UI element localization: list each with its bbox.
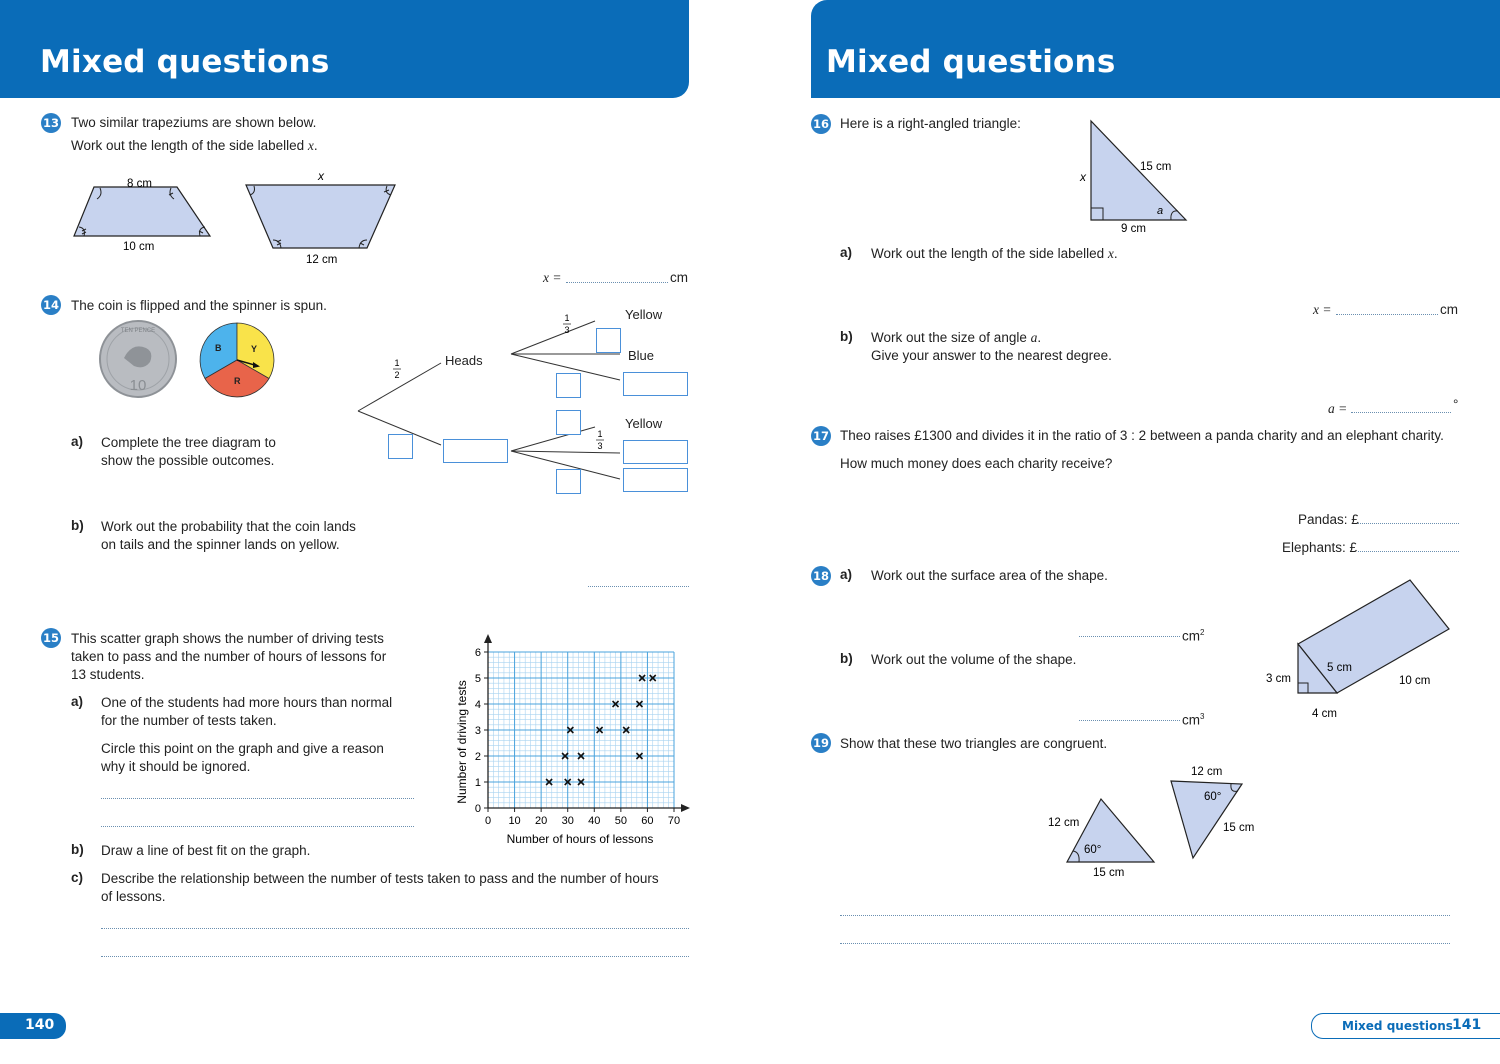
small-trapezium bbox=[74, 187, 210, 236]
elephants-answer-line[interactable] bbox=[1358, 551, 1459, 552]
q18a-answer-line[interactable] bbox=[1079, 636, 1180, 637]
prism-dim-10: 10 cm bbox=[1399, 675, 1431, 687]
q15-intro3: 13 students. bbox=[71, 667, 145, 682]
q16a-text bbox=[871, 245, 1118, 263]
q14b-label: b) bbox=[71, 518, 84, 533]
question-number-14: 14 bbox=[41, 295, 61, 315]
t2-side-label: 15 cm bbox=[1223, 822, 1255, 834]
q15a-label: a) bbox=[71, 694, 84, 709]
t1-side-label: 12 cm bbox=[1048, 817, 1080, 829]
q19-answer-line1[interactable] bbox=[840, 915, 1450, 916]
small-top-label: 8 cm bbox=[127, 178, 152, 190]
t2-angle-label: 60° bbox=[1204, 791, 1222, 803]
x-tick-label: 0 bbox=[484, 815, 492, 827]
q16a-answer-unit: cm bbox=[1440, 302, 1458, 317]
q13-answer-prefix bbox=[543, 269, 561, 287]
prism-dim-4: 4 cm bbox=[1312, 708, 1337, 720]
tree-prob-yellow2-num: 1 bbox=[597, 429, 603, 439]
prism-diagram bbox=[1262, 575, 1457, 725]
q18a-label: a) bbox=[840, 567, 853, 582]
q14b-line2: on tails and the spinner lands on yellow. bbox=[101, 537, 340, 552]
q15c-answer-line1[interactable] bbox=[101, 928, 689, 929]
q16b-line1-main: Work out the size of angle bbox=[871, 330, 1031, 345]
x-tick-label: 40 bbox=[588, 815, 601, 827]
q16b-answer-var: a = bbox=[1328, 401, 1348, 416]
t1-angle-label: 60° bbox=[1084, 844, 1102, 856]
prism-dim-5: 5 cm bbox=[1327, 662, 1352, 674]
pandas-label: Pandas: £ bbox=[1298, 512, 1359, 527]
question-number-19: 19 bbox=[811, 733, 831, 753]
q14a-line1: Complete the tree diagram to bbox=[101, 435, 276, 450]
q16b-answer-line[interactable] bbox=[1351, 412, 1451, 413]
tree-diagram bbox=[355, 305, 695, 495]
tree-box-tails-red-prob[interactable] bbox=[556, 469, 581, 494]
spinner-label-y: Y bbox=[251, 344, 258, 354]
q13-answer-unit: cm bbox=[670, 270, 688, 285]
tree-box-tails-blue-outcome[interactable] bbox=[623, 440, 688, 464]
tree-yellow2-label: Yellow bbox=[625, 416, 663, 431]
q17-line1: Theo raises £1300 and divides it in the ratio of 3 : 2 between a panda charity and an elephant charity. bbox=[840, 428, 1444, 443]
q14b-answer-line[interactable] bbox=[588, 586, 689, 587]
q15-intro1: This scatter graph shows the number of driving tests bbox=[71, 631, 384, 646]
q15a-line3: Circle this point on the graph and give a reason bbox=[101, 741, 384, 756]
tree-box-tails-yellow-outcome[interactable] bbox=[556, 410, 581, 435]
q16a-answer-line[interactable] bbox=[1336, 314, 1438, 315]
q15a-line1: One of the students had more hours than normal bbox=[101, 695, 393, 710]
q16b-line1-suffix: . bbox=[1037, 330, 1042, 345]
tree-prob-yellow2-den: 3 bbox=[597, 441, 603, 451]
q18b-answer-unit bbox=[1182, 708, 1204, 730]
q15b-text: Draw a line of best fit on the graph. bbox=[101, 843, 311, 858]
q16a-var: x bbox=[1107, 246, 1114, 261]
q18b-label: b) bbox=[840, 651, 853, 666]
x-tick-label: 70 bbox=[667, 815, 681, 827]
left-page-number: 140 bbox=[25, 1017, 55, 1033]
tree-heads-label: Heads bbox=[445, 353, 483, 368]
right-page-title: Mixed questions bbox=[826, 44, 1116, 80]
q19-text: Show that these two triangles are congruent. bbox=[840, 736, 1108, 751]
right-footer-section: Mixed questions bbox=[1342, 1019, 1453, 1033]
base-label: 9 cm bbox=[1121, 223, 1146, 235]
x-axis-label: Number of hours of lessons bbox=[506, 832, 654, 846]
q16b-label: b) bbox=[840, 329, 853, 344]
q18a-text: Work out the surface area of the shape. bbox=[871, 568, 1108, 583]
q15a-answer-line1[interactable] bbox=[101, 798, 414, 799]
q16b-answer-prefix bbox=[1328, 400, 1347, 418]
q15b-label: b) bbox=[71, 842, 84, 857]
left-header-banner bbox=[0, 0, 689, 98]
tree-box-heads-red-prob[interactable] bbox=[556, 373, 581, 398]
q15c-label: c) bbox=[71, 870, 84, 885]
right-triangle-diagram bbox=[1070, 115, 1200, 240]
large-trapezium bbox=[246, 185, 395, 248]
q15c-line2: of lessons. bbox=[101, 889, 166, 904]
spinner-label-b: B bbox=[215, 343, 222, 353]
q16a-answer-var: x = bbox=[1313, 302, 1332, 317]
q13-line2-suffix: . bbox=[313, 138, 318, 153]
pandas-answer-line[interactable] bbox=[1358, 523, 1459, 524]
small-bottom-label: 10 cm bbox=[123, 241, 155, 253]
q18a-unit-sup: 2 bbox=[1200, 628, 1205, 637]
tree-prob-yellow-num: 1 bbox=[564, 313, 570, 323]
q18a-unit-text: cm bbox=[1182, 628, 1200, 644]
tree-prob-heads-num: 1 bbox=[394, 358, 400, 368]
q13-answer-var: x = bbox=[543, 270, 562, 285]
congruent-triangles-diagram bbox=[1040, 760, 1260, 885]
question-number-16: 16 bbox=[811, 114, 831, 134]
q15c-answer-line2[interactable] bbox=[101, 956, 689, 957]
q16b-line1 bbox=[871, 329, 1041, 347]
t1-base-label: 15 cm bbox=[1093, 867, 1125, 879]
y-axis-label: Number of driving tests bbox=[455, 680, 469, 804]
elephants-label: Elephants: £ bbox=[1282, 540, 1358, 555]
q14b-line1: Work out the probability that the coin lands bbox=[101, 519, 356, 534]
x-tick-label: 20 bbox=[535, 815, 548, 827]
q17-line2: How much money does each charity receive? bbox=[840, 456, 1113, 471]
tree-box-tails-label[interactable] bbox=[443, 439, 508, 463]
y-tick-label: 5 bbox=[474, 673, 481, 685]
q16b-line2: Give your answer to the nearest degree. bbox=[871, 348, 1112, 363]
q13-var: x bbox=[307, 138, 314, 153]
y-tick-label: 2 bbox=[474, 751, 481, 763]
q16b-var: a bbox=[1030, 330, 1038, 345]
coin-and-spinner bbox=[98, 318, 280, 402]
q16a-label: a) bbox=[840, 245, 853, 260]
x-tick-label: 30 bbox=[561, 815, 574, 827]
tree-yellow-label: Yellow bbox=[625, 307, 663, 322]
q18b-answer-line[interactable] bbox=[1079, 720, 1180, 721]
y-tick-label: 1 bbox=[474, 777, 481, 789]
x-tick-label: 60 bbox=[641, 815, 654, 827]
q15c-line1: Describe the relationship between the number of tests taken to pass and the number of hours bbox=[101, 871, 659, 886]
q15a-line2: for the number of tests taken. bbox=[101, 713, 277, 728]
angle-a-label: a bbox=[1157, 205, 1164, 217]
tree-box-tails-red-outcome[interactable] bbox=[623, 468, 688, 492]
q15-intro2: taken to pass and the number of hours of lessons for bbox=[71, 649, 387, 664]
q16a-answer-prefix bbox=[1313, 301, 1331, 319]
y-tick-label: 0 bbox=[474, 803, 481, 815]
question-number-15: 15 bbox=[41, 628, 61, 648]
large-bottom-label: 12 cm bbox=[306, 254, 338, 266]
q16a-text-suffix: . bbox=[1113, 246, 1118, 261]
coin-rim-text: TEN PENCE bbox=[120, 328, 156, 334]
prism-dim-3: 3 cm bbox=[1266, 673, 1291, 685]
hyp-label: 15 cm bbox=[1140, 161, 1172, 173]
x-tick-label: 10 bbox=[508, 815, 521, 827]
question-number-13: 13 bbox=[41, 113, 61, 133]
q14a-label: a) bbox=[71, 434, 84, 449]
spinner-label-r: R bbox=[234, 376, 241, 386]
side-x-label: x bbox=[1080, 170, 1086, 184]
q18b-unit-text: cm bbox=[1182, 712, 1200, 728]
left-page-number-tab bbox=[0, 1013, 66, 1039]
tree-box-blue-prob[interactable] bbox=[596, 328, 621, 353]
y-tick-label: 3 bbox=[474, 725, 481, 737]
right-page-number: 141 bbox=[1452, 1017, 1482, 1033]
q15a-line4: why it should be ignored. bbox=[101, 759, 251, 774]
trapezium-diagram bbox=[60, 165, 420, 270]
q18b-text: Work out the volume of the shape. bbox=[871, 652, 1077, 667]
tree-box-tails-prob[interactable] bbox=[388, 434, 413, 459]
right-triangle bbox=[1091, 121, 1186, 220]
triangle-1 bbox=[1067, 799, 1154, 862]
q13-answer-line[interactable] bbox=[566, 282, 668, 283]
question-number-18: 18 bbox=[811, 566, 831, 586]
left-page-title: Mixed questions bbox=[40, 44, 330, 80]
q13-line2-text: Work out the length of the side labelled bbox=[71, 138, 308, 153]
q16b-answer-unit: ° bbox=[1453, 397, 1459, 412]
right-header-banner bbox=[811, 0, 1500, 98]
tree-box-outcome-red[interactable] bbox=[623, 372, 688, 396]
scatter-graph[interactable] bbox=[450, 632, 695, 850]
q16a-text-main: Work out the length of the side labelled bbox=[871, 246, 1108, 261]
q18a-answer-unit bbox=[1182, 624, 1204, 646]
q14-intro: The coin is flipped and the spinner is spun. bbox=[71, 298, 327, 313]
right-footer-tab bbox=[1311, 1013, 1500, 1039]
x-tick-label: 50 bbox=[614, 815, 627, 827]
q19-answer-line2[interactable] bbox=[840, 943, 1450, 944]
q16-intro: Here is a right-angled triangle: bbox=[840, 116, 1021, 131]
question-number-17: 17 bbox=[811, 426, 831, 446]
tree-prob-yellow-den: 3 bbox=[564, 325, 570, 335]
coin-value: 10 bbox=[129, 377, 147, 394]
q18b-unit-sup: 3 bbox=[1200, 712, 1205, 721]
tree-blue-label: Blue bbox=[628, 348, 655, 363]
large-top-label: x bbox=[318, 169, 324, 183]
tree-prob-heads-den: 2 bbox=[394, 370, 400, 380]
t2-top-label: 12 cm bbox=[1191, 766, 1223, 778]
q14a-line2: show the possible outcomes. bbox=[101, 453, 275, 468]
q13-line1: Two similar trapeziums are shown below. bbox=[71, 115, 317, 130]
q13-line2 bbox=[71, 137, 318, 155]
y-tick-label: 4 bbox=[474, 699, 481, 711]
q15a-answer-line2[interactable] bbox=[101, 826, 414, 827]
y-tick-label: 6 bbox=[474, 647, 481, 659]
